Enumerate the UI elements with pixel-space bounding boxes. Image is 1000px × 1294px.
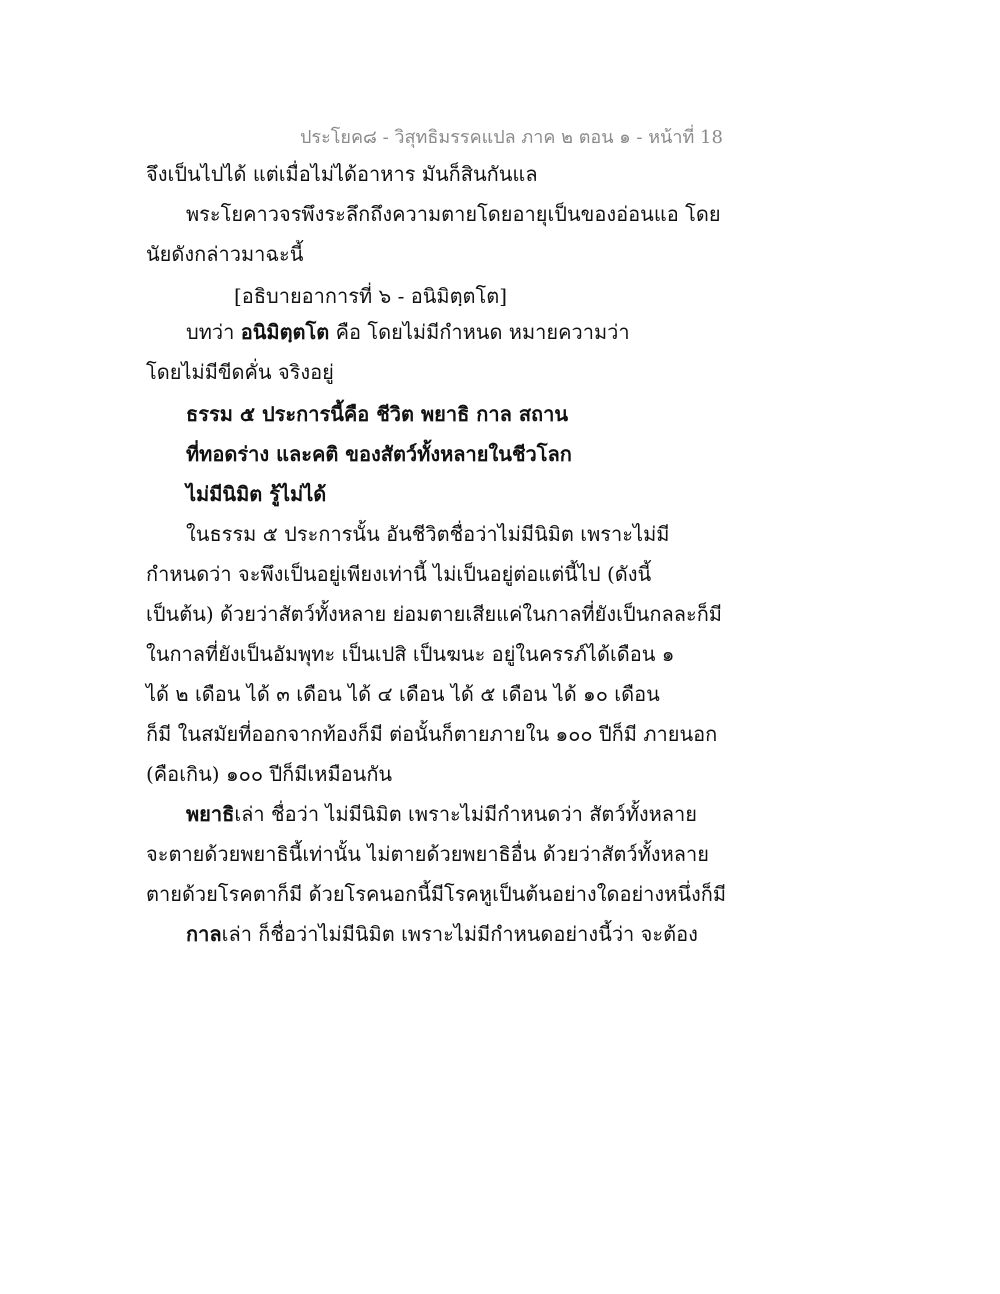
verse-line-3: ไม่มีนิมิต รู้ไม่ได้	[186, 482, 327, 506]
verse-line-1: ธรรม ๕ ประการนี้คือ ชีวิต พยาธิ กาล สถาน	[186, 402, 569, 426]
text-line-2: พระโยคาวจรพึงระลึกถึงความตายโดยอายุเป็นของอ่อนแอ โดย	[186, 202, 721, 226]
text-line-12: เป็นต้น) ด้วยว่าสัตว์ทั้งหลาย ย่อมตายเสียแค่ในกาลที่ยังเป็นกลละก็มี	[146, 602, 722, 626]
section-heading: [อธิบายอาการที่ ๖ - อนิมิตฺตโต]	[234, 284, 508, 308]
text-line-20-post: เล่า ก็ชื่อว่าไม่มีนิมิต เพราะไม่มีกำหนดอย่างนี้ว่า จะต้อง	[221, 922, 698, 946]
text-line-20	[186, 920, 698, 948]
term-byadhi: พยาธิ	[186, 802, 235, 826]
text-line-17-post: เล่า ชื่อว่า ไม่มีนิมิต เพราะไม่มีกำหนดว่า สัตว์ทั้งหลาย	[234, 802, 697, 826]
page-header: ประโยค๘ - วิสุทธิมรรคแปล ภาค ๒ ตอน ๑ - หน้าที่ 18	[300, 127, 723, 148]
text-line-13: ในกาลที่ยังเป็นอัมพุทะ เป็นเปสิ เป็นฆนะ อยู่ในครรภ์ได้เดือน ๑	[146, 642, 675, 666]
term-animittato: อนิมิตฺตโต	[240, 320, 330, 344]
text-line-10: ในธรรม ๕ ประการนั้น อันชีวิตชื่อว่าไม่มีนิมิต เพราะไม่มี	[186, 522, 670, 546]
text-line-16: (คือเกิน) ๑๐๐ ปีก็มีเหมือนกัน	[146, 762, 393, 786]
verse-line-2: ที่ทอดร่าง และคติ ของสัตว์ทั้งหลายในชีวโลก	[186, 442, 572, 466]
text-line-1: จึงเป็นไปได้ แต่เมื่อไม่ได้อาหาร มันก็สินกันแล	[146, 162, 538, 186]
text-line-18: จะตายด้วยพยาธินี้เท่านั้น ไม่ตายด้วยพยาธิอื่น ด้วยว่าสัตว์ทั้งหลาย	[146, 842, 709, 866]
text-line-5-post: คือ โดยไม่มีกำหนด หมายความว่า	[329, 320, 630, 344]
text-line-5	[186, 318, 630, 346]
term-kala: กาล	[186, 922, 222, 946]
text-line-11: กำหนดว่า จะพึงเป็นอยู่เพียงเท่านี้ ไม่เป็นอยู่ต่อแต่นี้ไป (ดังนี้	[146, 562, 652, 586]
text-line-14: ได้ ๒ เดือน ได้ ๓ เดือน ได้ ๔ เดือน ได้ ๕ เดือน ได้ ๑๐ เดือน	[146, 682, 660, 706]
text-line-19: ตายด้วยโรคตาก็มี ด้วยโรคนอกนี้มีโรคหูเป็นต้นอย่างใดอย่างหนึ่งก็มี	[146, 882, 727, 906]
text-line-15: ก็มี ในสมัยที่ออกจากท้องก็มี ต่อนั้นก็ตายภายใน ๑๐๐ ปีก็มี ภายนอก	[146, 722, 718, 746]
text-line-6: โดยไม่มีขีดคั่น จริงอยู่	[146, 360, 334, 384]
text-line-3: นัยดังกล่าวมาฉะนี้	[146, 242, 304, 266]
text-line-5-pre: บทว่า	[186, 320, 241, 344]
text-line-17	[186, 800, 697, 828]
